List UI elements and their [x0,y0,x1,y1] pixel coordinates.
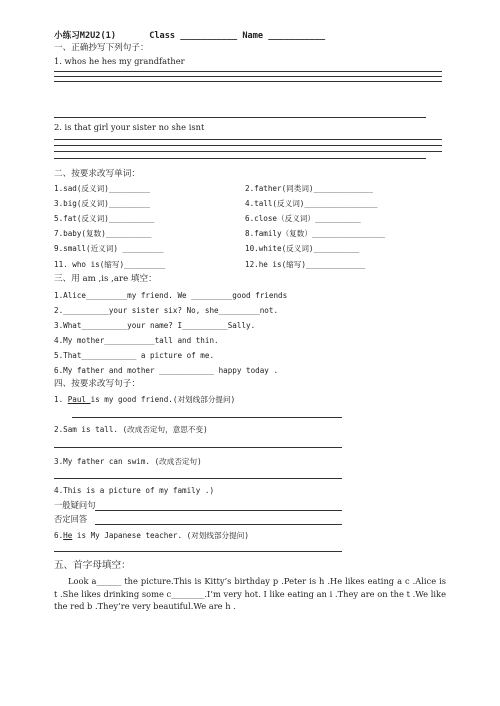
rewrite-item-3: 3.My father can swim. (改成否定句) [54,457,202,466]
answer-line [54,117,426,118]
section1-heading: 一、正确抄写下列句子： [54,43,149,53]
word-item-4: 4.tall(反义词)________________ [245,199,378,208]
word-item-9: 9.small(近义词) _________ [54,244,164,253]
fill-item-1: 1.Alice_________my friend. We _________good friends [54,291,288,300]
word-item-3: 3.big(反义词)_________ [54,199,150,208]
name-field: Name ___________ [242,31,326,41]
answer-line [95,510,342,511]
section5-heading: 五、首字母填空： [54,560,131,571]
worksheet-title: 小练习M2U2(1) [54,31,116,41]
section3-heading: 三、用 am ,is ,are 填空： [54,274,157,284]
copy-sentence-2: 2. is that girl your sister no she isnt [54,122,205,132]
copy-sentence-1: 1. whos he hes my grandfather [54,56,185,66]
underlined-word: Paul [67,395,91,404]
rewrite-item-2: 2.Sam is tall. (改成否定句，意思不变) [54,425,208,434]
answer-line [54,551,342,552]
fill-item-4: 4.My mother___________tall and thin. [54,336,219,345]
word-item-8: 8.family（复数）________________ [245,229,386,238]
answer-line [54,71,442,72]
answer-line [54,158,426,159]
word-item-11: 11. who is(缩写)_________ [54,260,166,269]
section4-heading: 四、按要求改写句子： [54,379,140,389]
general-question-label: 一般疑问句 [54,500,96,510]
word-item-7: 7.baby(复数)__________ [54,229,152,238]
class-field: Class ___________ [149,31,238,41]
word-item-10: 10.white(反义词)__________ [245,244,360,253]
word-item-5: 5.fat(反义词)__________ [54,214,155,223]
answer-line [54,76,442,77]
word-item-12: 12.he is(缩写)_____________ [245,260,366,269]
fill-item-3: 3.What__________your name? I__________Sally. [54,321,256,330]
word-item-2: 2.father(同类词)_____________ [245,184,373,193]
answer-line [54,151,442,152]
answer-line [54,478,342,479]
rewrite-item-6: 6.He is My Japanese teacher. (对划线部分提问) [54,531,249,540]
rewrite-item-4: 4.This is a picture of my family .) [54,486,215,495]
cloze-paragraph: Look a______ the picture.This is Kitty’s birthday p .Peter is h .He likes eating a c .Alice is t .She likes drinking some c________.I’m very hot. I like eating an i .They are on the t .We like the red b .They’re very beautiful.We are h . [54,576,446,611]
negative-answer-label: 否定回答 [54,514,88,524]
fill-item-2: 2.__________your sister six? No, she_________not. [54,306,279,315]
answer-line [54,81,442,82]
answer-line [95,524,342,525]
answer-line [54,139,442,140]
answer-line [54,145,442,146]
word-item-1: 1.sad(反义词)_________ [54,184,150,193]
section2-heading: 二、按要求改写单词： [54,169,140,179]
answer-line [54,447,342,448]
fill-item-5: 5.That____________ a picture of me. [54,351,215,360]
fill-item-6: 6.My father and mother ____________ happy today . [54,366,279,375]
worksheet-header [54,31,325,42]
rewrite-item-1: 1. Paul is my good friend.(对划线部分提问) [54,395,236,404]
word-item-6: 6.close（反义词）__________ [245,214,361,223]
underlined-word: He [63,531,73,540]
answer-line [72,417,342,418]
